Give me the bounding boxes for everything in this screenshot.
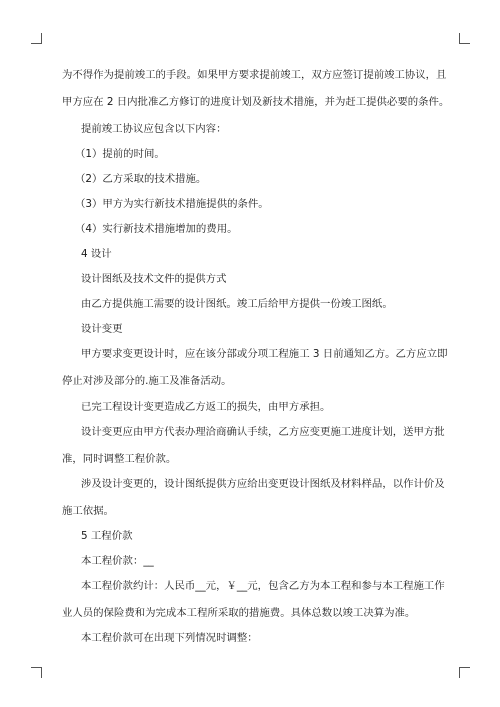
crop-mark-top-left: [31, 33, 42, 44]
subsection-heading: 设计图纸及技术文件的提供方式: [81, 273, 227, 285]
paragraph-line: 提前竣工协议应包含以下内容：: [81, 123, 227, 135]
section-heading: 4 设计: [81, 248, 112, 260]
paragraph-line: 施工依据。: [62, 505, 114, 517]
paragraph-line: 已完工程设计变更造成乙方返工的损失，由甲方承担。: [81, 401, 331, 413]
paragraph-line: 甲方要求变更设计时，应在该分部或分项工程施工 3 日前通知乙方。乙方应立即: [81, 348, 448, 360]
paragraph-line: 设计变更应由甲方代表办理洽商确认手续，乙方应变更施工进度计划，送甲方批: [81, 426, 445, 438]
paragraph-line: 本工程价款约计：人民币__元，￥__元，包含乙方为本工程和参与本工程施工作: [81, 580, 445, 592]
paragraph-line: 甲方应在 2 日内批准乙方修订的进度计划及新技术措施，并为赶工提供必要的条件。: [62, 96, 450, 108]
list-item: （2）乙方采取的技术措施。: [75, 173, 207, 185]
section-heading: 5 工程价款: [81, 530, 133, 542]
paragraph-line: 本工程价款：__: [81, 555, 154, 567]
crop-mark-bottom-left: [31, 667, 42, 678]
list-item: （4）实行新技术措施增加的费用。: [75, 223, 238, 235]
paragraph-line: 本工程价款可在出现下列情况时调整：: [81, 632, 258, 644]
list-item: （3）甲方为实行新技术措施提供的条件。: [75, 198, 269, 210]
paragraph-line: 业人员的保险费和为完成本工程所采取的措施费。具体总数以竣工决算为准。: [62, 607, 416, 619]
paragraph-line: 涉及设计变更的，设计图纸提供方应给出变更设计图纸及材料样品，以作计价及: [81, 478, 445, 490]
subsection-heading: 设计变更: [81, 323, 123, 335]
paragraph-line: 停止对涉及部分的.施工及准备活动。: [62, 375, 232, 387]
paragraph-line: 准，同时调整工程价款。: [62, 453, 177, 465]
list-item: （1）提前的时间。: [75, 148, 165, 160]
crop-mark-bottom-right: [459, 667, 470, 678]
crop-mark-top-right: [459, 33, 470, 44]
paragraph-line: 由乙方提供施工需要的设计图纸。竣工后给甲方提供一份竣工图纸。: [81, 298, 393, 310]
paragraph-line: 为不得作为提前竣工的手段。如果甲方要求提前竣工，双方应签订提前竣工协议，且: [62, 69, 447, 81]
